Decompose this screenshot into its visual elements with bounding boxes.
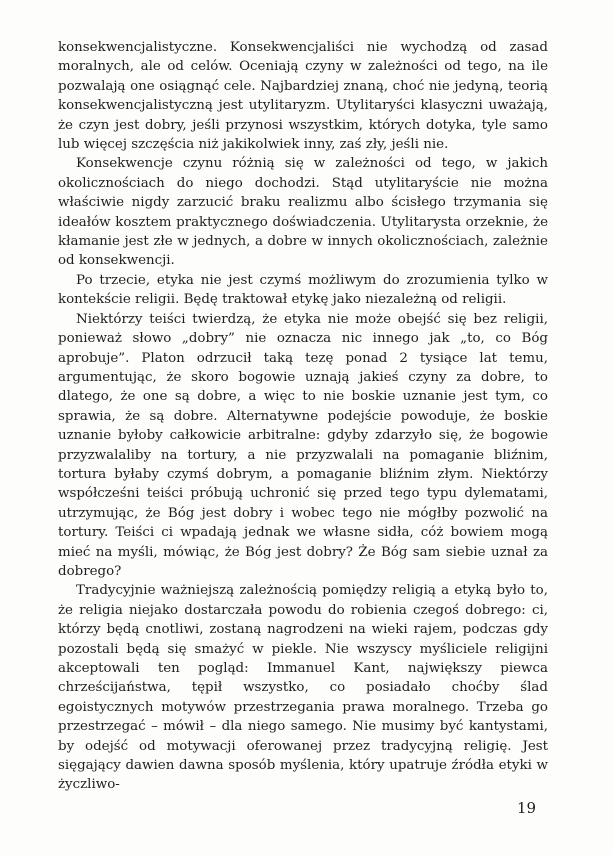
paragraph-1: konsekwencjalistyczne. Konsekwencjaliści nie wychodzą od zasad moralnych, ale od celów. Oceniają czyny w zależności od tego, na ile pozwalają one osiągnąć cele. Najbardziej znaną, choć nie jedyną, teorią konsekwencjalistyczną jest utylitaryzm. Utylitaryści klasyczni uważają, że czyn jest dobry, jeśli przynosi wszystkim, których dotyka, tyle samo lub więcej szczęścia niż jakikolwiek inny, zaś zły, jeśli nie. <box>58 40 548 153</box>
paragraph-3: Po trzecie, etyka nie jest czymś możliwym do zrozumienia tylko w kontekście religii. Będę traktował etykę jako niezależną od religii. <box>58 272 548 308</box>
paragraph-2: Konsekwencje czynu różnią się w zależności od tego, w jakich okolicznościach do niego dochodzi. Stąd utylitaryście nie można właściwie nigdy zarzucić braku realizmu albo ścisłego trzymania się ideałów kosztem praktycznego doświadczenia. Utylitarysta orzeknie, że kłamanie jest złe w jednych, a dobre w innych okolicznościach, zależnie od konsekwencji. <box>58 156 548 269</box>
body-text <box>58 38 548 795</box>
paragraph-4: Niektórzy teiści twierdzą, że etyka nie może obejść się bez religii, ponieważ słowo „dobry” nie oznacza nic innego jak „to, co Bóg aprobuje”. Platon odrzucił taką tezę ponad 2 tysiące lat temu, argumentując, że skoro bogowie uznają jakieś czyny za dobre, to dlatego, że one są dobre, a więc to nie boskie uznanie jest tym, co sprawia, że są dobre. Alternatywne podejście powoduje, że boskie uznanie byłoby całkowicie arbitralne: gdyby zdarzyło się, że bogowie przyzwalaliby na tortury, a nie przyzwalali na pomaganie bliźnim, tortura byłaby czymś dobrym, a pomaganie bliźnim złym. Niektórzy współcześni teiści próbują uchronić się przed tego typu dylematami, utrzymując, że Bóg jest dobry i wobec tego nie mógłby pozwolić na tortury. Teiści ci wpadają jednak we własne sidła, cóż bowiem mogą mieć na myśli, mówiąc, że Bóg jest dobry? Że Bóg sam siebie uznał za dobrego? <box>58 311 548 579</box>
page-number: 19 <box>517 799 537 817</box>
paragraph-5: Tradycyjnie ważniejszą zależnością pomiędzy religią a etyką było to, że religia niejako dostarczała powodu do robienia czegoś dobrego: ci, którzy będą cnotliwi, zostaną nagrodzeni na wieki rajem, podczas gdy pozostali będą się smażyć w piekle. Nie wszyscy myśliciele religijni akceptowali ten pogląd: Immanuel Kant, największy piewca chrześcijaństwa, tępił wszystko, co posiadało choćby ślad egoistycznych motywów przestrzegania prawa moralnego. Trzeba go przestrzegać – mówił – dla niego samego. Nie musimy być kantystami, by odejść od motywacji oferowanej przez tradycyjną religię. Jest sięgający dawien dawna sposób myślenia, który upatruje źródła etyki w życzliwo- <box>58 583 548 793</box>
